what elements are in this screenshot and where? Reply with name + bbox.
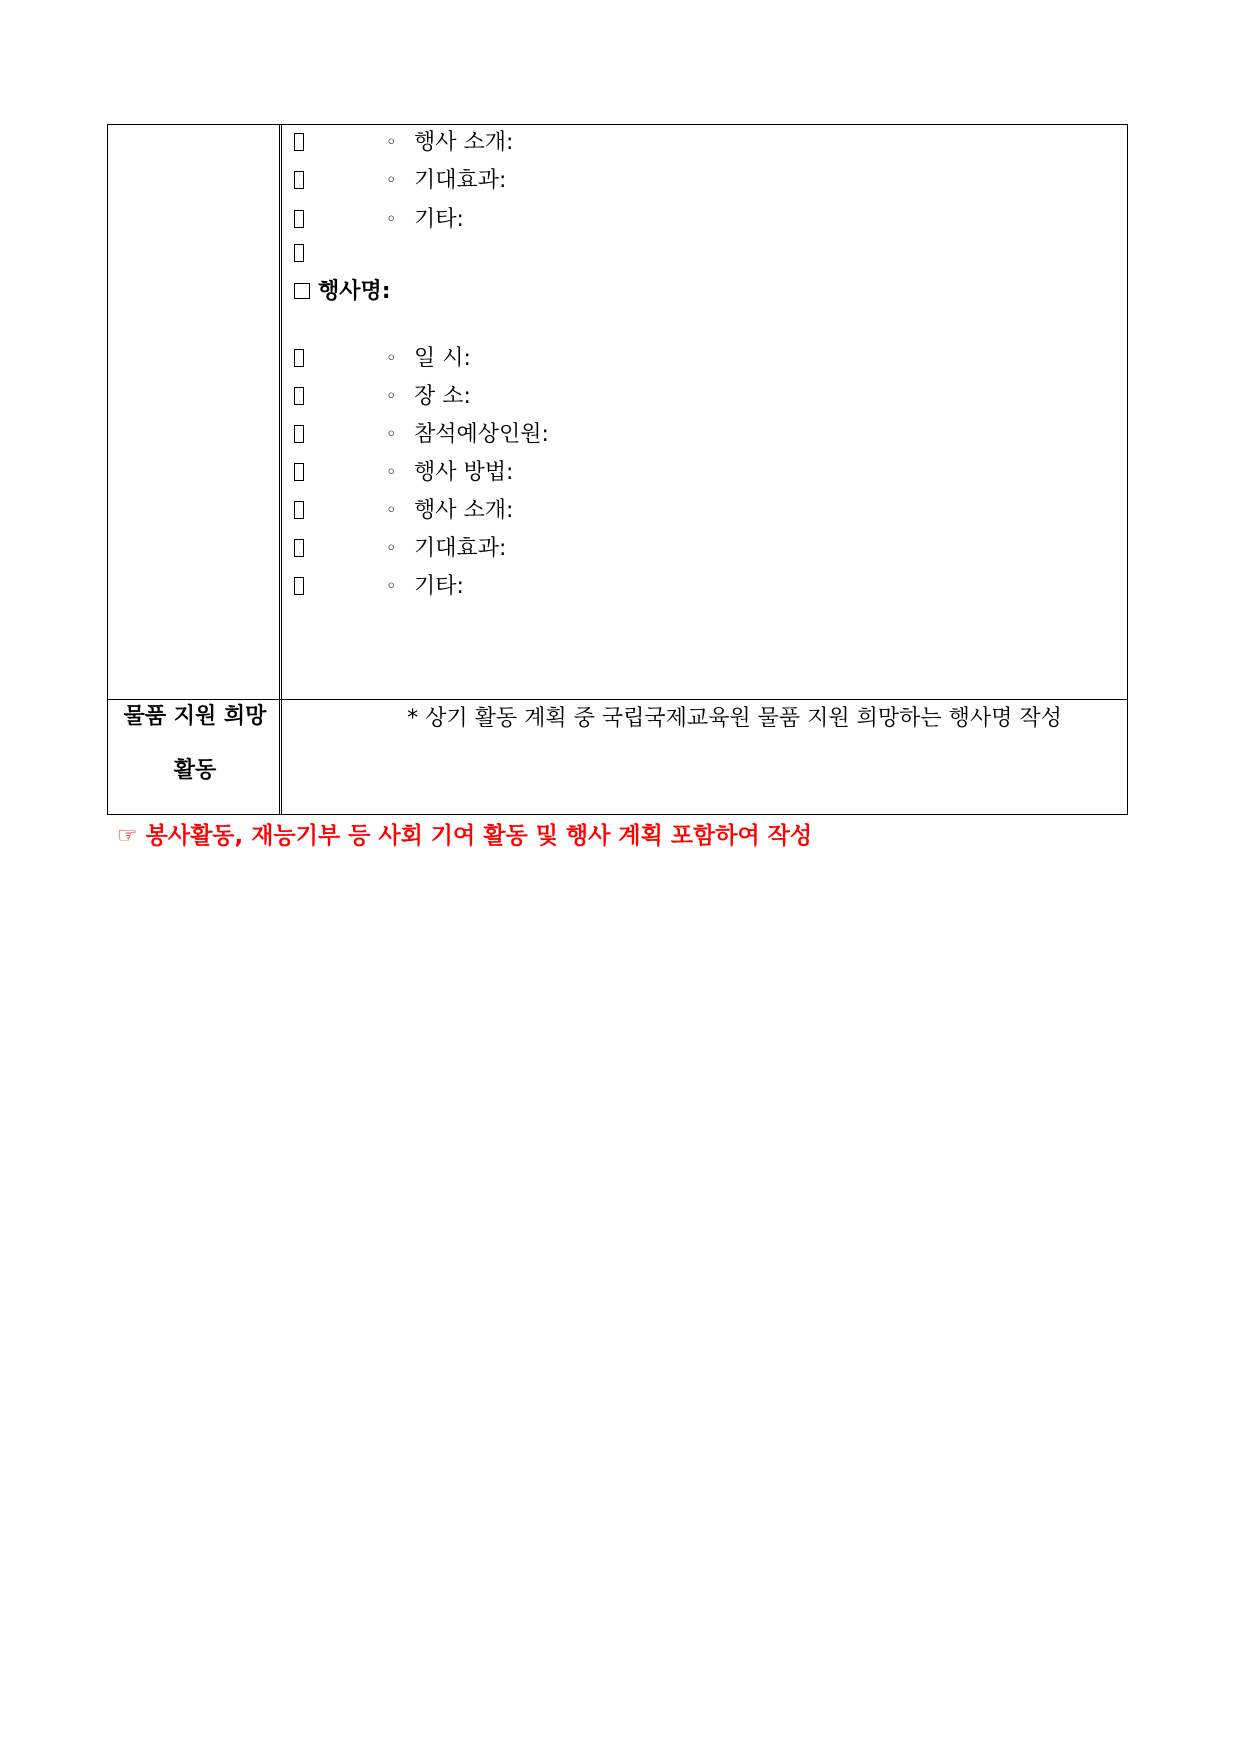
- support-label-cell: [108, 700, 282, 814]
- item-label: 행사 소개:: [414, 130, 514, 155]
- support-note-cell: [282, 700, 1127, 814]
- list-item: [294, 572, 464, 602]
- item-label: 행사 방법:: [414, 460, 514, 485]
- event-plan-cell: [282, 125, 1127, 699]
- bullet-icon: ◦: [386, 386, 397, 407]
- item-label: 장 소:: [414, 384, 471, 409]
- list-item: [294, 496, 514, 526]
- checkbox-glyph-icon: [294, 539, 304, 557]
- checkbox-glyph-icon: [294, 387, 304, 405]
- table-left-cell: [108, 125, 282, 699]
- list-item: [294, 344, 471, 374]
- bullet-icon: ◦: [386, 209, 397, 230]
- footer-note: [117, 820, 812, 852]
- bullet-icon: ◦: [386, 170, 397, 191]
- checkbox-glyph-icon: [294, 133, 304, 151]
- bullet-icon: ◦: [386, 348, 397, 369]
- list-item: [294, 458, 514, 488]
- item-label: 기타:: [414, 207, 464, 232]
- item-label: 기대효과:: [414, 168, 507, 193]
- support-note: * 상기 활동 계획 중 국립국제교육원 물품 지원 희망하는 행사명 작성: [407, 706, 1062, 731]
- bullet-icon: ◦: [386, 538, 397, 559]
- checkbox-glyph-icon: [294, 463, 304, 481]
- item-label: 참석예상인원:: [414, 422, 549, 447]
- item-label: 기대효과:: [414, 536, 507, 561]
- checkbox-glyph-icon: [294, 244, 304, 262]
- footer-note-text: 봉사활동, 재능기부 등 사회 기여 활동 및 행사 계획 포함하여 작성: [145, 823, 813, 849]
- item-label: 기타:: [414, 574, 464, 599]
- list-item: [294, 420, 549, 450]
- bullet-icon: ◦: [386, 424, 397, 445]
- checkbox-glyph-icon: [294, 171, 304, 189]
- pointing-hand-icon: ☞: [117, 823, 138, 849]
- checkbox-glyph-icon: [294, 349, 304, 367]
- support-label-line2: 활동: [173, 758, 217, 783]
- item-label: 행사 소개:: [414, 498, 514, 523]
- bullet-icon: ◦: [386, 132, 397, 153]
- item-label: 일 시:: [414, 346, 471, 371]
- bullet-icon: ◦: [386, 500, 397, 521]
- bullet-icon: ◦: [386, 576, 397, 597]
- checkbox-glyph-icon: [294, 210, 304, 228]
- list-item: [294, 534, 507, 564]
- event-name-heading: 행사명:: [294, 277, 391, 307]
- list-item: [294, 205, 464, 235]
- bullet-icon: ◦: [386, 462, 397, 483]
- list-item: [294, 166, 507, 196]
- checkbox-glyph-icon: [294, 425, 304, 443]
- list-item: [294, 382, 471, 412]
- square-checkbox-icon: [294, 283, 310, 299]
- support-label-line1: 물품 지원 희망: [123, 704, 267, 729]
- checkbox-glyph-icon: [294, 501, 304, 519]
- list-item: [294, 239, 304, 269]
- event-plan-table: [107, 124, 1128, 815]
- checkbox-glyph-icon: [294, 577, 304, 595]
- list-item: [294, 128, 514, 158]
